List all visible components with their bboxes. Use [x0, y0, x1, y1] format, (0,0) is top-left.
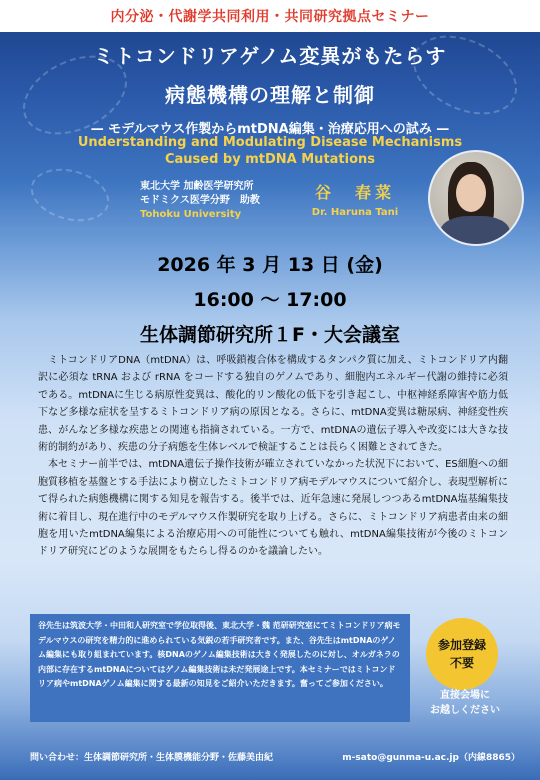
photo-shirt [440, 216, 510, 246]
mitochondria-decoration [25, 160, 115, 229]
event-date: 2026 年 3 月 13 日 (金) [157, 254, 383, 276]
affiliation-en: Tohoku University [140, 209, 242, 220]
speaker-photo [428, 150, 524, 246]
main-title-line2: 病態機構の理解と制御 [165, 83, 375, 107]
abstract-paragraph-1: ミトコンドリアDNA（mtDNA）は、呼吸鎖複合体を構成するタンパク質に加え、ミトコンドリア内翻訳に必須な tRNA および rRNA をコードする独自のゲノムであり、細胞内エネルギー代謝の維持に必須である。mtDNAに生じる病原性変異は、酸化的リン酸化の低下を引き起こし、中枢神経系障害や筋力低下など多様な症状を呈するミトコンドリア病の原因となる。さらに、mtDNA変異は糖尿病、神経変性疾患、がんなど多様な疾患との関連も指摘されている。一方で、mtDNAの遺伝子導入や改変には大きな技術的制約があり、疾患の分子病態を生体レベルで検証することは長らく困難とされてきた。 [38, 355, 508, 454]
contact-email[interactable]: m-sato@gunma-u.ac.jp（内線8865） [342, 753, 520, 763]
contact-info [30, 750, 520, 763]
speaker-name-jp: 谷 春菜 [314, 183, 395, 202]
registration-line1: 参加登録 [437, 638, 486, 652]
contact-label: 問い合わせ：生体調節研究所・生体膜機能分野・佐藤美由紀 [30, 753, 274, 763]
speaker-bio [30, 614, 410, 722]
speaker-bio-text: 谷先生は筑波大学・中田和人研究室で学位取得後、東北大学・魏 范研研究室にてミトコンドリア病モデルマウスの研究を精力的に進められている気鋭の若手研究者です。また、谷先生はmtDNAのゲノム編集にも取り組まれています。核DNAのゲノム編集技術は大きく発展したのに対し、オルガネラの内部に存在するmtDNAについてはゲノム編集技術は未だ発展途上です。本セミナーではミトコンドリア病やmtDNAゲノム編集に関する最新の知見をご紹介いただきます。奮ってご参加ください。 [38, 621, 401, 688]
speaker-name-en: Dr. Haruna Tani [311, 207, 399, 218]
registration-badge [426, 618, 498, 690]
event-info [0, 250, 540, 347]
affiliation-line2: モドミクス医学分野 助教 [140, 195, 260, 206]
english-title-line1: Understanding and Modulating Disease Mechanisms [77, 135, 463, 150]
affiliation-line1: 東北大学 加齢医学研究所 [140, 181, 254, 192]
event-time: 16:00 ～ 17:00 [193, 289, 347, 311]
photo-face [456, 174, 486, 212]
seminar-series-label: 内分泌・代謝学共同利用・共同研究拠点セミナー [110, 9, 430, 25]
event-venue: 生体調節研究所１F・大会議室 [140, 324, 400, 346]
registration-note-line2: お越しください [430, 705, 500, 716]
abstract [38, 352, 508, 561]
abstract-paragraph-2: 本セミナー前半では、mtDNA遺伝子操作技術が確立されていなかった状況下において、ES細胞への細胞質移植を基盤とする手法により樹立したミトコンドリア病モデルマウスについて紹介し、表現型解析にて得られた病態機構に関する知見を報告する。後半では、近年急速に発展しつつあるmtDNA塩基編集技術に着目し、現在進行中のモデルマウス作製研究を取り上げる。さらに、ミトコンドリア病患者由来の細胞を用いたmtDNA編集による治療応用への可能性についても触れ、mtDNA編集技術が今後のミトコンドリア研究にどのような展開をもたらし得るのかを議論したい。 [38, 459, 508, 558]
speaker-name [300, 180, 410, 218]
seminar-banner [0, 0, 540, 32]
main-title-line1: ミトコンドリアゲノム変異がもたらす [93, 44, 447, 68]
speaker-affiliation [140, 180, 260, 222]
english-title-line2: Caused by mtDNA Mutations [164, 152, 376, 167]
registration-line2: 不要 [449, 656, 474, 670]
subtitle: — モデルマウス作製からmtDNA編集・治療応用への試み — [90, 122, 450, 137]
registration-note-line1: 直接会場に [440, 690, 490, 701]
registration-note [410, 688, 520, 718]
title-block [0, 38, 540, 137]
